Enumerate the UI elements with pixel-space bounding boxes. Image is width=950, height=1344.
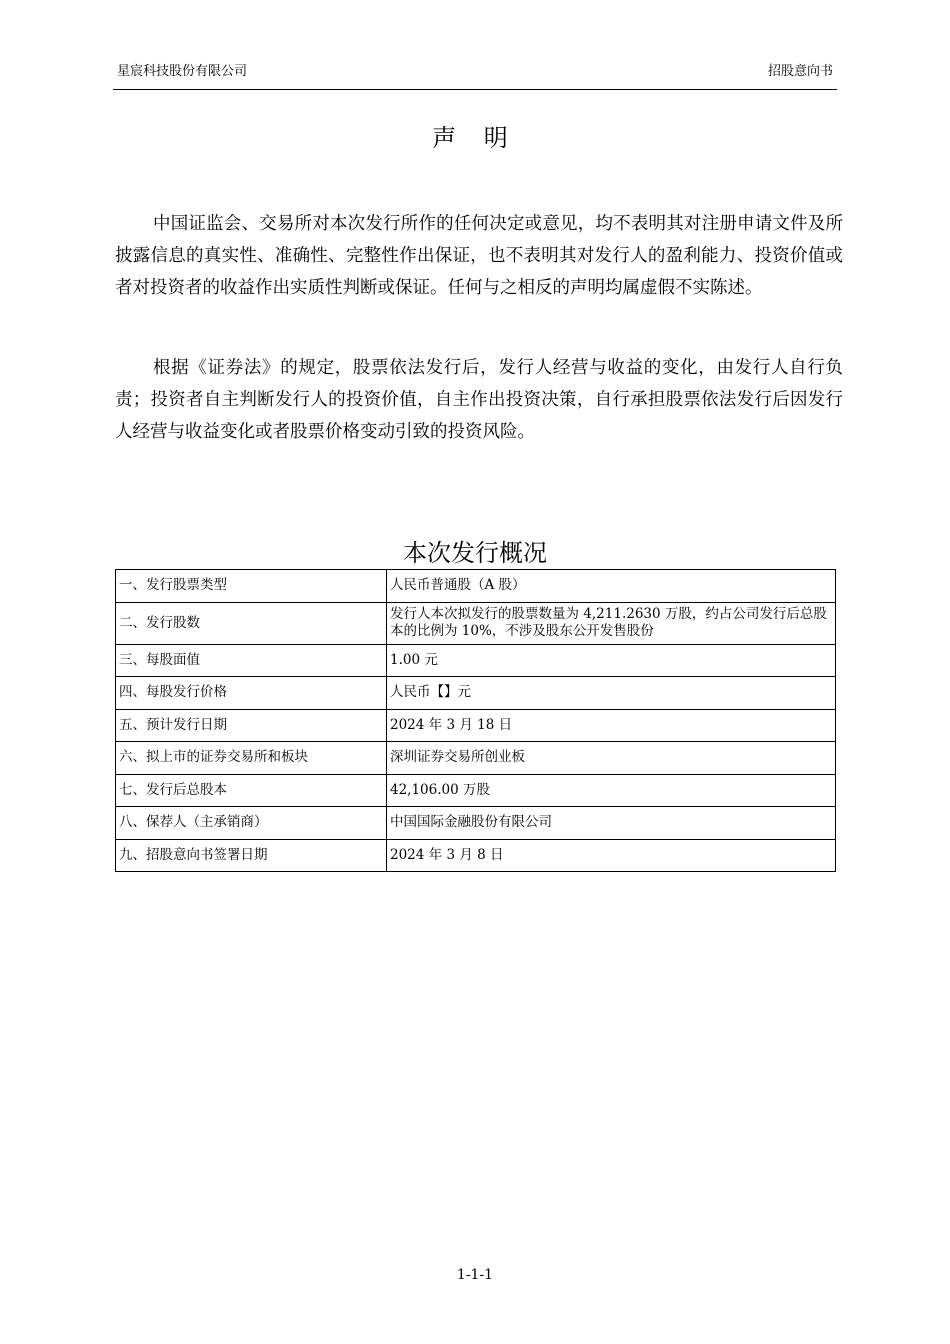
company-name: 星宸科技股份有限公司 — [117, 64, 248, 79]
row-value: 中国国际金融股份有限公司 — [387, 807, 836, 840]
table-row — [116, 570, 836, 603]
row-label: 五、预计发行日期 — [116, 709, 387, 742]
row-label: 七、发行后总股本 — [116, 774, 387, 807]
issuance-overview-table — [115, 569, 836, 872]
page-number: 1-1-1 — [456, 1267, 494, 1283]
table-row — [116, 602, 836, 644]
row-value: 人民币普通股（A 股） — [387, 570, 836, 603]
row-label: 四、每股发行价格 — [116, 677, 387, 710]
row-value: 42,106.00 万股 — [387, 774, 836, 807]
table-row — [116, 709, 836, 742]
row-value: 发行人本次拟发行的股票数量为 4,211.2630 万股，约占公司发行后总股本的比例为 10%，不涉及股东公开发售股份 — [387, 602, 836, 644]
table-row — [116, 774, 836, 807]
row-value: 深圳证券交易所创业板 — [387, 742, 836, 775]
table-row — [116, 742, 836, 775]
document-type: 招股意向书 — [767, 64, 833, 79]
row-label: 一、发行股票类型 — [116, 570, 387, 603]
row-value: 2024 年 3 月 8 日 — [387, 839, 836, 872]
row-label: 六、拟上市的证券交易所和板块 — [116, 742, 387, 775]
declaration-paragraph-2: 根据《证券法》的规定，股票依法发行后，发行人经营与收益的变化，由发行人自行负责；投资者自主判断发行人的投资价值，自主作出投资决策，自行承担股票依法发行后因发行人经营与收益变化或者股票价格变动引致的投资风险。 — [115, 358, 843, 442]
table-row — [116, 644, 836, 677]
row-label: 二、发行股数 — [116, 602, 387, 644]
row-value: 1.00 元 — [387, 644, 836, 677]
page-header — [113, 58, 837, 90]
table-row — [116, 839, 836, 872]
row-label: 八、保荐人（主承销商） — [116, 807, 387, 840]
row-value: 人民币【】元 — [387, 677, 836, 710]
overview-title: 本次发行概况 — [403, 539, 547, 567]
declaration-paragraph-1: 中国证监会、交易所对本次发行所作的任何决定或意见，均不表明其对注册申请文件及所披露信息的真实性、准确性、完整性作出保证，也不表明其对发行人的盈利能力、投资价值或者对投资者的收益作出实质性判断或保证。任何与之相反的声明均属虚假不实陈述。 — [115, 214, 843, 298]
row-label: 三、每股面值 — [116, 644, 387, 677]
row-value: 2024 年 3 月 18 日 — [387, 709, 836, 742]
table-row — [116, 677, 836, 710]
declaration-title: 声 明 — [432, 124, 518, 152]
row-label: 九、招股意向书签署日期 — [116, 839, 387, 872]
table-row — [116, 807, 836, 840]
